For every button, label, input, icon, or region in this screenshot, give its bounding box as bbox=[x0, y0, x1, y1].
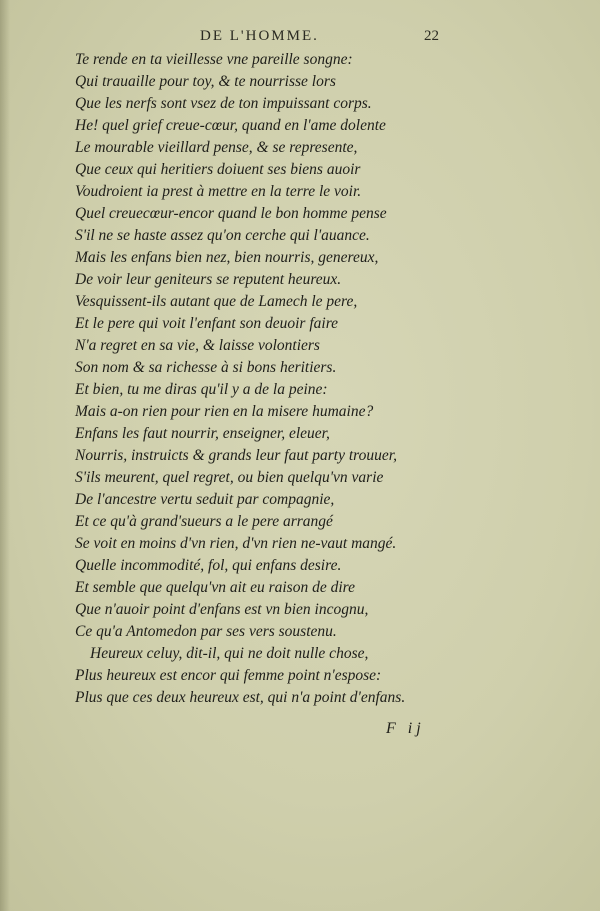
verse-line: Et le pere qui voit l'enfant son deuoir faire bbox=[75, 315, 339, 332]
verse-line: De l'ancestre vertu seduit par compagnie, bbox=[75, 491, 335, 508]
verse-line: Enfans les faut nourrir, enseigner, eleuer, bbox=[75, 425, 330, 442]
verse-line: S'ils meurent, quel regret, ou bien quelqu'vn varie bbox=[75, 469, 384, 486]
verse-line: Ce qu'a Antomedon par ses vers soustenu. bbox=[75, 623, 337, 640]
verse-line: Heureux celuy, dit-il, qui ne doit nulle chose, bbox=[90, 645, 369, 662]
verse-line: Mais a-on rien pour rien en la misere humaine? bbox=[75, 403, 374, 420]
verse-line: He! quel grief creue-cœur, quand en l'ame dolente bbox=[75, 117, 386, 134]
verse-line: Quelle incommodité, fol, qui enfans desire. bbox=[75, 557, 342, 574]
verse-line: Et bien, tu me diras qu'il y a de la peine: bbox=[75, 381, 328, 398]
verse-line: De voir leur geniteurs se reputent heureux. bbox=[75, 271, 342, 288]
verse-line: Voudroient ia prest à mettre en la terre le voir. bbox=[75, 183, 362, 200]
verse-line: Et semble que quelqu'vn ait eu raison de dire bbox=[75, 579, 355, 596]
verse-line: Et ce qu'à grand'sueurs a le pere arrangé bbox=[75, 513, 333, 530]
page-number: 22 bbox=[424, 28, 439, 44]
signature-mark: F ij bbox=[386, 720, 425, 737]
verse-line: Plus que ces deux heureux est, qui n'a point d'enfans. bbox=[75, 689, 406, 706]
verse-line: Nourris, instruicts & grands leur faut party trouuer, bbox=[75, 447, 397, 464]
spine-shadow bbox=[0, 0, 10, 911]
verse-line: Son nom & sa richesse à si bons heritiers. bbox=[75, 359, 337, 376]
verse-line: Te rende en ta vieillesse vne pareille songne: bbox=[75, 51, 353, 68]
verse-line: Plus heureux est encor qui femme point n'espose: bbox=[75, 667, 382, 684]
verse-line: Quel creuecœur-encor quand le bon homme pense bbox=[75, 205, 387, 222]
running-head: DE L'HOMME. bbox=[200, 28, 319, 44]
verse-line: Que ceux qui heritiers doiuent ses biens auoir bbox=[75, 161, 361, 178]
verse-line: Que n'auoir point d'enfans est vn bien incognu, bbox=[75, 601, 369, 618]
verse-line: Le mourable vieillard pense, & se represente, bbox=[75, 139, 358, 156]
verse-line: N'a regret en sa vie, & laisse volontiers bbox=[75, 337, 320, 354]
verse-line: Se voit en moins d'vn rien, d'vn rien ne-vaut mangé. bbox=[75, 535, 397, 552]
verse-line: S'il ne se haste assez qu'on cerche qui l'auance. bbox=[75, 227, 370, 244]
verse-line: Que les nerfs sont vsez de ton impuissant corps. bbox=[75, 95, 372, 112]
verse-line: Qui trauaille pour toy, & te nourrisse lors bbox=[75, 73, 336, 90]
verse-line: Vesquissent-ils autant que de Lamech le pere, bbox=[75, 293, 358, 310]
verse-line: Mais les enfans bien nez, bien nourris, genereux, bbox=[75, 249, 379, 266]
